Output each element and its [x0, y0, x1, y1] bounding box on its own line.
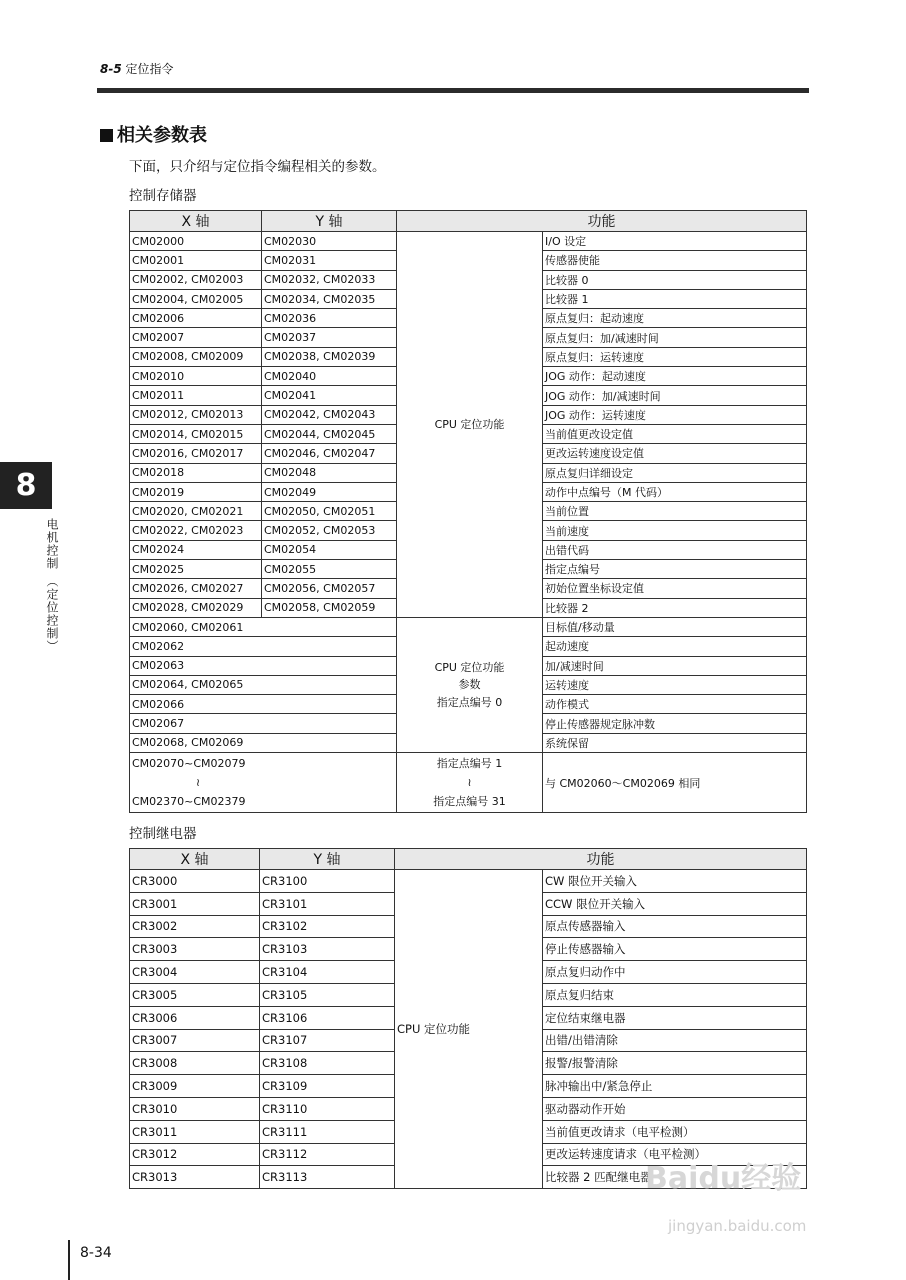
x-address-cell: CM02016, CM02017 [130, 444, 262, 463]
y-address-cell: CM02046, CM02047 [262, 444, 397, 463]
function-cell: 当前速度 [543, 521, 807, 540]
square-bullet-icon [100, 129, 113, 142]
y-address-cell: CM02032, CM02033 [262, 270, 397, 289]
x-address-cell: CM02022, CM02023 [130, 521, 262, 540]
x-address-cell: CM02004, CM02005 [130, 289, 262, 308]
y-address-cell: CR3111 [260, 1120, 395, 1143]
function-cell: 驱动器动作开始 [543, 1097, 807, 1120]
function-cell: 比较器 2 匹配继电器 [543, 1166, 807, 1189]
function-cell: 原点复归：起动速度 [543, 309, 807, 328]
section-number: 8-5 [100, 62, 122, 76]
x-address-cell: CR3005 [130, 983, 260, 1006]
range-label-bottom: 指定点编号 31 [433, 795, 506, 809]
x-address-cell: CM02028, CM02029 [130, 598, 262, 617]
range-label-tilde: ≀ [467, 775, 472, 789]
relay-table [129, 848, 807, 1189]
function-cell: 传感器使能 [543, 251, 807, 270]
function-cell: 原点传感器输入 [543, 915, 807, 938]
x-address-cell: CM02062 [130, 637, 397, 656]
memory-header-row [130, 211, 807, 232]
memory-table [129, 210, 807, 813]
page-number: 8-34 [80, 1245, 112, 1261]
function-cell: CW 限位开关输入 [543, 870, 807, 893]
function-cell: 报警/报警清除 [543, 1052, 807, 1075]
function-cell: 动作中点编号（M 代码） [543, 482, 807, 501]
y-address-cell: CR3102 [260, 915, 395, 938]
y-address-cell: CR3104 [260, 961, 395, 984]
range-label-cell [397, 753, 543, 813]
chapter-tab: 8 [0, 462, 52, 509]
function-cell: 初始位置坐标设定值 [543, 579, 807, 598]
function-cell: 当前位置 [543, 502, 807, 521]
y-address-cell: CM02037 [262, 328, 397, 347]
function-cell: CCW 限位开关输入 [543, 892, 807, 915]
function-cell: JOG 动作：起动速度 [543, 367, 807, 386]
section-header [100, 60, 174, 77]
function-cell: 原点复归：运转速度 [543, 347, 807, 366]
y-address-cell: CM02054 [262, 540, 397, 559]
x-address-cell: CM02068, CM02069 [130, 733, 397, 752]
function-cell: 比较器 2 [543, 598, 807, 617]
function-cell: 原点复归：加/减速时间 [543, 328, 807, 347]
x-address-cell: CM02006 [130, 309, 262, 328]
function-cell: 定位结束继电器 [543, 1006, 807, 1029]
function-cell: 更改运转速度请求（电平检测） [543, 1143, 807, 1166]
y-address-cell: CM02048 [262, 463, 397, 482]
function-cell: 原点复归结束 [543, 983, 807, 1006]
x-address-cell: CM02014, CM02015 [130, 424, 262, 443]
y-address-cell: CM02052, CM02053 [262, 521, 397, 540]
function-cell: 停止传感器规定脉冲数 [543, 714, 807, 733]
x-address-cell: CM02010 [130, 367, 262, 386]
x-address-cell: CM02001 [130, 251, 262, 270]
x-address-cell: CM02060, CM02061 [130, 617, 397, 636]
y-address-cell: CR3112 [260, 1143, 395, 1166]
function-cell: JOG 动作：运转速度 [543, 405, 807, 424]
function-cell: 更改运转速度设定值 [543, 444, 807, 463]
x-address-cell: CR3009 [130, 1075, 260, 1098]
relay-header-row [130, 849, 807, 870]
chapter-side-label: 电机控制 （定位控制） [45, 518, 59, 653]
x-address-cell: CM02067 [130, 714, 397, 733]
x-address-cell: CM02063 [130, 656, 397, 675]
x-address-cell: CR3003 [130, 938, 260, 961]
function-cell: 当前值更改设定值 [543, 424, 807, 443]
x-address-cell: CR3013 [130, 1166, 260, 1189]
group-label-line: 指定点编号 0 [436, 695, 503, 709]
range-address-cell [130, 753, 397, 813]
y-address-cell: CM02050, CM02051 [262, 502, 397, 521]
group-label-cell [397, 617, 543, 752]
intro-text: 下面，只介绍与定位指令编程相关的参数。 [129, 159, 386, 175]
function-cell: 目标值/移动量 [543, 617, 807, 636]
x-address-cell: CM02007 [130, 328, 262, 347]
x-address-cell: CM02012, CM02013 [130, 405, 262, 424]
x-address-cell: CM02020, CM02021 [130, 502, 262, 521]
y-address-cell: CM02041 [262, 386, 397, 405]
function-cell: 与 CM02060～CM02069 相同 [543, 753, 807, 813]
memory-subtitle: 控制存储器 [129, 188, 197, 204]
function-cell: 系统保留 [543, 733, 807, 752]
function-cell: I/O 设定 [543, 232, 807, 251]
function-cell: JOG 动作：加/减速时间 [543, 386, 807, 405]
y-address-cell: CR3106 [260, 1006, 395, 1029]
x-address-cell: CM02002, CM02003 [130, 270, 262, 289]
x-address-cell: CM02024 [130, 540, 262, 559]
function-cell: 原点复归动作中 [543, 961, 807, 984]
function-cell: 出错代码 [543, 540, 807, 559]
x-address-cell: CM02000 [130, 232, 262, 251]
x-address-cell: CR3010 [130, 1097, 260, 1120]
range-start: CM02070~CM02079 [132, 756, 246, 770]
function-cell: 动作模式 [543, 695, 807, 714]
x-address-cell: CR3006 [130, 1006, 260, 1029]
y-address-cell: CM02034, CM02035 [262, 289, 397, 308]
function-cell: 起动速度 [543, 637, 807, 656]
y-address-cell: CR3100 [260, 870, 395, 893]
function-cell: 比较器 0 [543, 270, 807, 289]
x-address-cell: CM02011 [130, 386, 262, 405]
y-address-cell: CM02030 [262, 232, 397, 251]
x-address-cell: CM02018 [130, 463, 262, 482]
range-label-top: 指定点编号 1 [436, 756, 503, 770]
x-address-cell: CR3007 [130, 1029, 260, 1052]
x-address-cell: CR3011 [130, 1120, 260, 1143]
relay-header-x: X 轴 [130, 849, 260, 870]
relay-header-func: 功能 [395, 849, 807, 870]
table-row [130, 232, 807, 251]
function-cell: 出错/出错清除 [543, 1029, 807, 1052]
x-address-cell: CM02066 [130, 695, 397, 714]
section-heading-text: 相关参数表 [117, 125, 207, 146]
function-cell: 运转速度 [543, 675, 807, 694]
y-address-cell: CR3103 [260, 938, 395, 961]
y-address-cell: CR3101 [260, 892, 395, 915]
y-address-cell: CM02036 [262, 309, 397, 328]
range-end: CM02370~CM02379 [132, 795, 246, 809]
y-address-cell: CM02049 [262, 482, 397, 501]
watermark-url: jingyan.baidu.com [668, 1217, 807, 1235]
memory-header-y: Y 轴 [262, 211, 397, 232]
y-address-cell: CR3107 [260, 1029, 395, 1052]
x-address-cell: CR3012 [130, 1143, 260, 1166]
function-cell: 原点复归详细设定 [543, 463, 807, 482]
x-address-cell: CM02064, CM02065 [130, 675, 397, 694]
function-cell: 比较器 1 [543, 289, 807, 308]
function-cell: 加/减速时间 [543, 656, 807, 675]
y-address-cell: CR3109 [260, 1075, 395, 1098]
y-address-cell: CM02031 [262, 251, 397, 270]
y-address-cell: CM02056, CM02057 [262, 579, 397, 598]
section-title: 定位指令 [125, 62, 174, 76]
relay-header-y: Y 轴 [260, 849, 395, 870]
y-address-cell: CM02058, CM02059 [262, 598, 397, 617]
memory-header-func: 功能 [397, 211, 807, 232]
function-cell: 脉冲输出中/紧急停止 [543, 1075, 807, 1098]
x-address-cell: CM02026, CM02027 [130, 579, 262, 598]
group-label-line: CPU 定位功能 [434, 660, 505, 674]
header-rule [97, 88, 809, 93]
function-cell: 当前值更改请求（电平检测） [543, 1120, 807, 1143]
y-address-cell: CR3105 [260, 983, 395, 1006]
x-address-cell: CM02025 [130, 560, 262, 579]
group-label-cell: CPU 定位功能 [395, 870, 543, 1189]
y-address-cell: CM02055 [262, 560, 397, 579]
x-address-cell: CR3004 [130, 961, 260, 984]
table-row [130, 753, 807, 813]
section-heading [100, 121, 207, 147]
x-address-cell: CM02008, CM02009 [130, 347, 262, 366]
y-address-cell: CM02044, CM02045 [262, 424, 397, 443]
function-cell: 停止传感器输入 [543, 938, 807, 961]
y-address-cell: CR3110 [260, 1097, 395, 1120]
y-address-cell: CM02038, CM02039 [262, 347, 397, 366]
watermark-brand: Baidu经验 [645, 1161, 802, 1196]
x-address-cell: CR3000 [130, 870, 260, 893]
group-label-cell: CPU 定位功能 [397, 232, 543, 618]
group-label-line: 参数 [458, 678, 481, 692]
table-row [130, 870, 807, 893]
y-address-cell: CR3113 [260, 1166, 395, 1189]
y-address-cell: CR3108 [260, 1052, 395, 1075]
relay-subtitle: 控制继电器 [129, 826, 197, 842]
table-row [130, 617, 807, 636]
x-address-cell: CR3008 [130, 1052, 260, 1075]
x-address-cell: CR3002 [130, 915, 260, 938]
y-address-cell: CM02040 [262, 367, 397, 386]
x-address-cell: CR3001 [130, 892, 260, 915]
memory-header-x: X 轴 [130, 211, 262, 232]
function-cell: 指定点编号 [543, 560, 807, 579]
x-address-cell: CM02019 [130, 482, 262, 501]
footer-rule [68, 1240, 70, 1280]
range-tilde: ≀ [196, 775, 201, 789]
y-address-cell: CM02042, CM02043 [262, 405, 397, 424]
